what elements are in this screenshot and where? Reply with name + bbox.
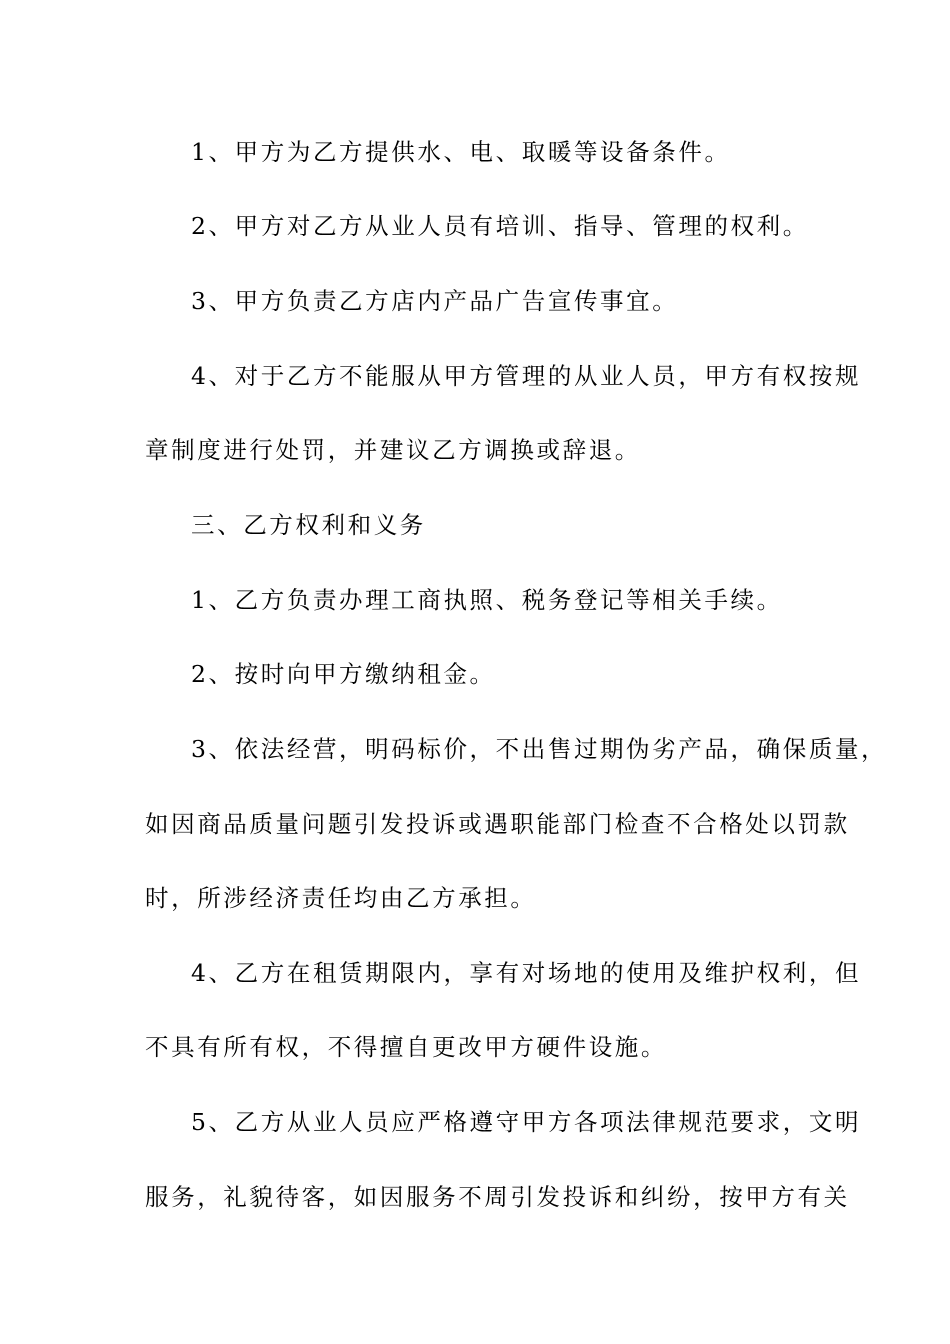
clause-line: 4、乙方在租赁期限内，享有对场地的使用及维护权利，但 bbox=[191, 959, 862, 987]
clause-line: 3、依法经营，明码标价，不出售过期伪劣产品，确保质量， bbox=[191, 735, 888, 763]
clause-line: 1、甲方为乙方提供水、电、取暖等设备条件。 bbox=[191, 138, 731, 166]
clause-line: 2、甲方对乙方从业人员有培训、指导、管理的权利。 bbox=[191, 212, 809, 240]
clause-line: 3、甲方负责乙方店内产品广告宣传事宜。 bbox=[191, 287, 679, 315]
clause-line: 章制度进行处罚，并建议乙方调换或辞退。 bbox=[145, 436, 641, 464]
section-heading: 三、乙方权利和义务 bbox=[191, 511, 426, 539]
clause-line: 4、对于乙方不能服从甲方管理的从业人员，甲方有权按规 bbox=[191, 362, 862, 390]
clause-line: 2、按时向甲方缴纳租金。 bbox=[191, 660, 496, 688]
clause-line: 不具有所有权，不得擅自更改甲方硬件设施。 bbox=[145, 1033, 667, 1061]
clause-line: 如因商品质量问题引发投诉或遇职能部门检查不合格处以罚款 bbox=[145, 810, 850, 838]
clause-line: 5、乙方从业人员应严格遵守甲方各项法律规范要求，文明 bbox=[191, 1108, 862, 1136]
clause-line: 服务，礼貌待客，如因服务不周引发投诉和纠纷，按甲方有关 bbox=[145, 1183, 850, 1211]
clause-line: 1、乙方负责办理工商执照、税务登记等相关手续。 bbox=[191, 586, 783, 614]
clause-line: 时，所涉经济责任均由乙方承担。 bbox=[145, 884, 537, 912]
